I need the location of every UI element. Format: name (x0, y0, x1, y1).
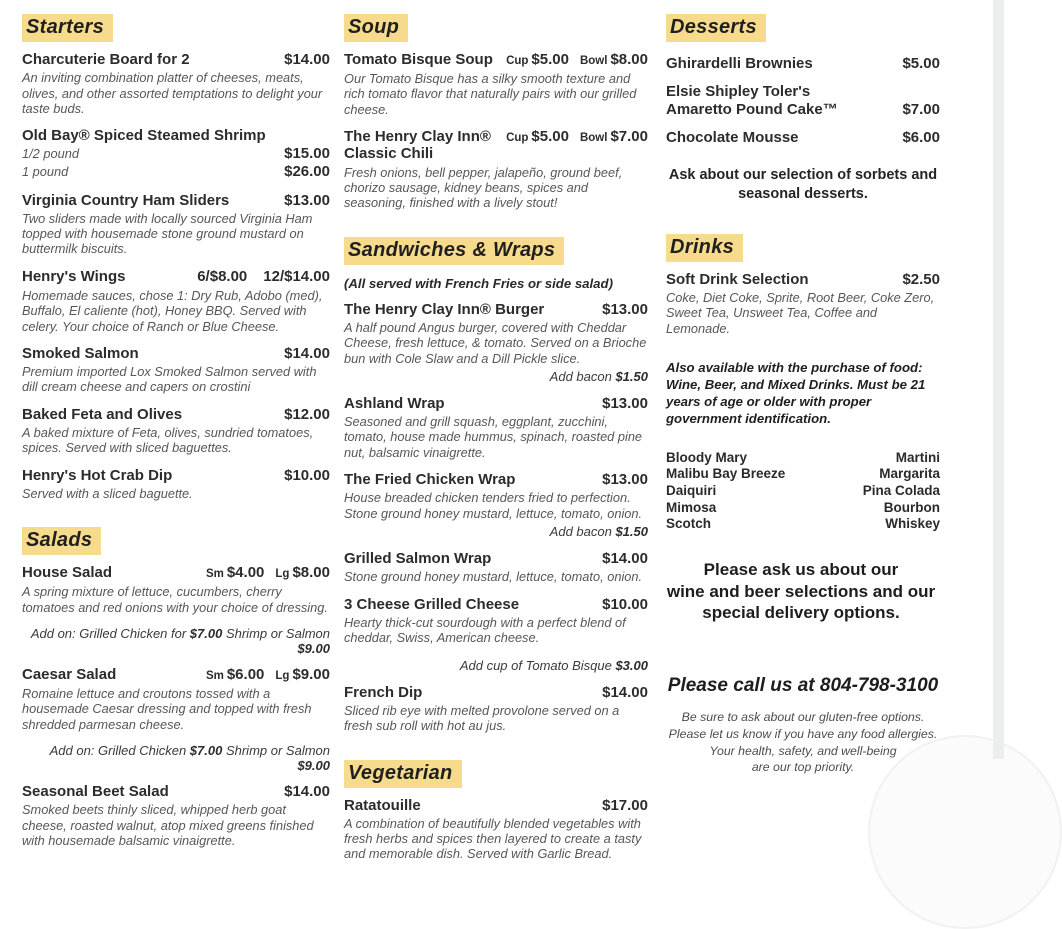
item-price: $14.00 (284, 344, 330, 362)
sandwiches-serve-note: (All served with French Fries or side salad) (344, 275, 613, 291)
menu-item-classic-chili (344, 128, 648, 211)
item-description: Romaine lettuce and croutons tossed with a housemade Caesar dressing and topped with fresh shredded parmesan cheese. (22, 686, 312, 732)
section-header-starters: Starters (22, 14, 113, 42)
item-name: Chocolate Mousse (666, 128, 799, 146)
item-description: A half pound Angus burger, covered with Cheddar Cheese, fresh lettuce, & tomato. Served on a Brioche bun with Cole Slaw and a Dill Pickle slice. (344, 319, 647, 366)
item-name: Henry's Wings (22, 267, 126, 285)
item-description: Hearty thick-cut sourdough with a perfect blend of cheddar, Swiss, American cheese. (344, 614, 626, 646)
item-name: Elsie Shipley Toler's Amaretto Pound Cake™ (666, 83, 838, 118)
item-description: Premium imported Lox Smoked Salmon served with dill cream cheese and capers on crostini (22, 364, 317, 395)
item-price: Sm $4.00 Lg $8.00 (205, 564, 330, 582)
section-header-vegetarian: Vegetarian (344, 760, 462, 788)
variant-price: $15.00 (284, 144, 330, 162)
cocktail-name: Bloody Mary (666, 449, 748, 465)
item-price: $10.00 (284, 466, 330, 484)
alcohol-availability-note: Also available with the purchase of food: Wine, Beer, and Mixed Drinks. Must be 21 years of age or older with proper government identification. (666, 359, 926, 426)
cocktail-name: Scotch (666, 516, 712, 532)
cocktail-name: Margarita (879, 466, 940, 482)
footer-health-note: Be sure to ask about our gluten-free options. Please let us know if you have any food allergies. Your health, safety, and well-being are our top priority. (668, 710, 938, 775)
cocktail-name: Daiquiri (666, 483, 717, 498)
menu-item-shrimp (22, 127, 330, 180)
item-description: An inviting combination platter of cheeses, meats, olives, and other assorted temptations to delight your taste buds. (22, 70, 323, 116)
menu-item-ratatouille (344, 797, 648, 862)
item-price: $10.00 (602, 595, 648, 613)
cocktail-name: Martini (895, 449, 940, 465)
cocktail-name: Mimosa (666, 499, 717, 515)
item-name: The Henry Clay Inn® Burger (344, 300, 545, 318)
item-name: Caesar Salad (22, 666, 117, 683)
item-price: Sm $6.00 Lg $9.00 (205, 666, 330, 683)
cocktail-name: Malibu Bay Breeze (666, 466, 786, 482)
item-name: House Salad (22, 564, 113, 582)
item-description: Our Tomato Bisque has a silky smooth texture and rich tomato flavor that naturally pairs with our grilled cheese. (344, 71, 637, 117)
item-name: Grilled Salmon Wrap (344, 550, 492, 568)
item-price: $14.00 (602, 683, 648, 701)
item-price: $13.00 (602, 300, 648, 318)
salad-addon-note: Add on: Grilled Chicken for $7.00 Shrimp or Salmon $9.00 (30, 626, 330, 656)
menu-item-brownies (666, 55, 940, 72)
menu-item-pound-cake (666, 83, 940, 118)
section-header-drinks: Drinks (666, 234, 743, 262)
item-name: The Henry Clay Inn® Classic Chili (344, 128, 491, 163)
section-header-desserts: Desserts (666, 14, 766, 42)
item-name: Tomato Bisque Soup (344, 51, 493, 68)
variant-price: $26.00 (284, 162, 330, 180)
item-price: $2.50 (902, 270, 940, 288)
addon-note: Add cup of Tomato Bisque $3.00 (459, 657, 648, 673)
item-description: Served with a sliced baguette. (22, 485, 193, 501)
item-price: Cup $5.00 Bowl $8.00 (506, 51, 648, 68)
menu-item-salmon-wrap (344, 550, 648, 585)
page-right-edge (993, 0, 1004, 759)
wine-beer-note: Please ask us about our wine and beer selections and our special delivery options. (666, 560, 936, 623)
addon-note: Add bacon $1.50 (549, 368, 648, 384)
item-price: $13.00 (284, 191, 330, 209)
item-name: Seasonal Beet Salad (22, 783, 169, 801)
variant-label: 1 pound (22, 163, 69, 179)
addon-note: Add bacon $1.50 (549, 524, 648, 540)
item-description: Seasoned and grill squash, eggplant, zucchini, tomato, house made hummus, spinach, roasted pine nut, balsamic vinaigrette. (344, 414, 643, 460)
salad-addon-note: Add on: Grilled Chicken $7.00 Shrimp or Salmon $9.00 (49, 743, 330, 774)
item-name: Baked Feta and Olives (22, 405, 183, 423)
cocktail-name: Bourbon (883, 499, 940, 515)
item-price: $5.00 (902, 55, 940, 72)
item-name: French Dip (344, 683, 423, 701)
menu-item-tomato-bisque (344, 51, 648, 117)
menu-item-grilled-cheese (344, 596, 648, 673)
menu-item-smoked-salmon (22, 345, 330, 395)
column-starters-salads (22, 14, 330, 859)
section-header-salads: Salads (22, 527, 101, 555)
item-name: Soft Drink Selection (666, 270, 809, 288)
item-price: Cup $5.00 Bowl $7.00 (506, 128, 648, 146)
item-name: Old Bay® Spiced Steamed Shrimp (22, 127, 266, 145)
menu-item-fried-chicken-wrap (344, 471, 648, 539)
item-name: Ratatouille (344, 796, 421, 814)
item-name: Henry's Hot Crab Dip (22, 466, 173, 484)
cocktail-name: Whiskey (885, 516, 940, 532)
item-description: Fresh onions, bell pepper, jalapeño, ground beef, chorizo sausage, kidney beans, spices and seasoning, finished with a lively stout! (344, 164, 623, 211)
item-description: Smoked beets thinly sliced, whipped herb goat cheese, roasted walnut, atop mixed greens finished with housemade balsamic vinaigrette. (22, 802, 314, 848)
cocktail-list-left (666, 450, 785, 534)
item-price: 6/$8.00 12/$14.00 (197, 267, 330, 285)
item-description: House breaded chicken tenders fried to perfection. Stone ground honey mustard, lettuce, tomato, onion. (344, 490, 643, 521)
item-name: Charcuterie Board for 2 (22, 51, 190, 68)
menu-item-baked-feta (22, 406, 330, 456)
menu-item-french-dip (344, 684, 648, 734)
item-description: Sliced rib eye with melted provolone served on a fresh sub roll with hot au jus. (344, 702, 620, 734)
column-soup-sandwiches (344, 14, 648, 873)
section-header-soup: Soup (344, 14, 408, 42)
item-price: $12.00 (284, 405, 330, 423)
decorative-corner-circle (868, 735, 1062, 929)
item-description: Homemade sauces, chose 1: Dry Rub, Adobo (med), Buffalo, El caliente (hot), Honey BBQ. Served with celery. Your choice of Ranch or Blue Cheese. (22, 287, 323, 334)
menu-item-charcuterie (22, 51, 330, 116)
variant-label: 1/2 pound (22, 145, 79, 161)
item-description: Coke, Diet Coke, Sprite, Root Beer, Coke Zero, Sweet Tea, Unsweet Tea, Coffee and Lemonade. (666, 289, 935, 336)
section-header-sandwiches: Sandwiches & Wraps (344, 237, 564, 265)
menu-item-beet-salad (22, 783, 330, 848)
item-price: $13.00 (602, 471, 648, 489)
menu-item-crab-dip (22, 467, 330, 502)
item-price: $7.00 (902, 100, 940, 118)
cocktail-list-right (863, 450, 940, 534)
item-description: A combination of beautifully blended vegetables with fresh herbs and spices then layered to create a tasty and memorable dish. Served with Garlic Bread. (344, 815, 642, 862)
desserts-note: Ask about our selection of sorbets and seasonal desserts. (668, 167, 938, 202)
item-name: Virginia Country Ham Sliders (22, 191, 230, 209)
column-desserts-drinks (666, 14, 940, 776)
item-name: Ashland Wrap (344, 394, 445, 412)
item-price: $17.00 (602, 796, 648, 814)
item-price: $13.00 (602, 394, 648, 412)
item-description: A baked mixture of Feta, olives, sundried tomatoes, spices. Served with sliced baguettes. (22, 425, 314, 456)
item-name: Ghirardelli Brownies (666, 55, 813, 72)
item-name: The Fried Chicken Wrap (344, 471, 516, 489)
item-price: $6.00 (902, 128, 940, 146)
item-description: A spring mixture of lettuce, cucumbers, cherry tomatoes and red onions with your choice of dressing. (22, 584, 328, 615)
menu-item-wings (22, 268, 330, 334)
menu-item-ham-sliders (22, 192, 330, 257)
cocktail-list (666, 450, 940, 534)
menu-item-caesar-salad (22, 666, 330, 732)
menu-item-chocolate-mousse (666, 129, 940, 146)
item-price: $14.00 (602, 550, 648, 568)
item-price: $14.00 (284, 51, 330, 68)
item-name: 3 Cheese Grilled Cheese (344, 595, 520, 613)
item-description: Stone ground honey mustard, lettuce, tomato, onion. (344, 569, 643, 585)
menu-item-soft-drinks (666, 271, 940, 336)
item-price: $14.00 (284, 783, 330, 801)
menu-item-ashland-wrap (344, 395, 648, 460)
item-name: Smoked Salmon (22, 344, 139, 362)
item-description: Two sliders made with locally sourced Virginia Ham topped with housemade stone ground mustard on buttermilk biscuits. (22, 210, 313, 257)
cocktail-name: Pina Colada (862, 483, 940, 498)
menu-item-house-salad (22, 564, 330, 615)
phone-number-line: Please call us at 804-798-3100 (667, 675, 939, 697)
menu-item-burger (344, 301, 648, 384)
